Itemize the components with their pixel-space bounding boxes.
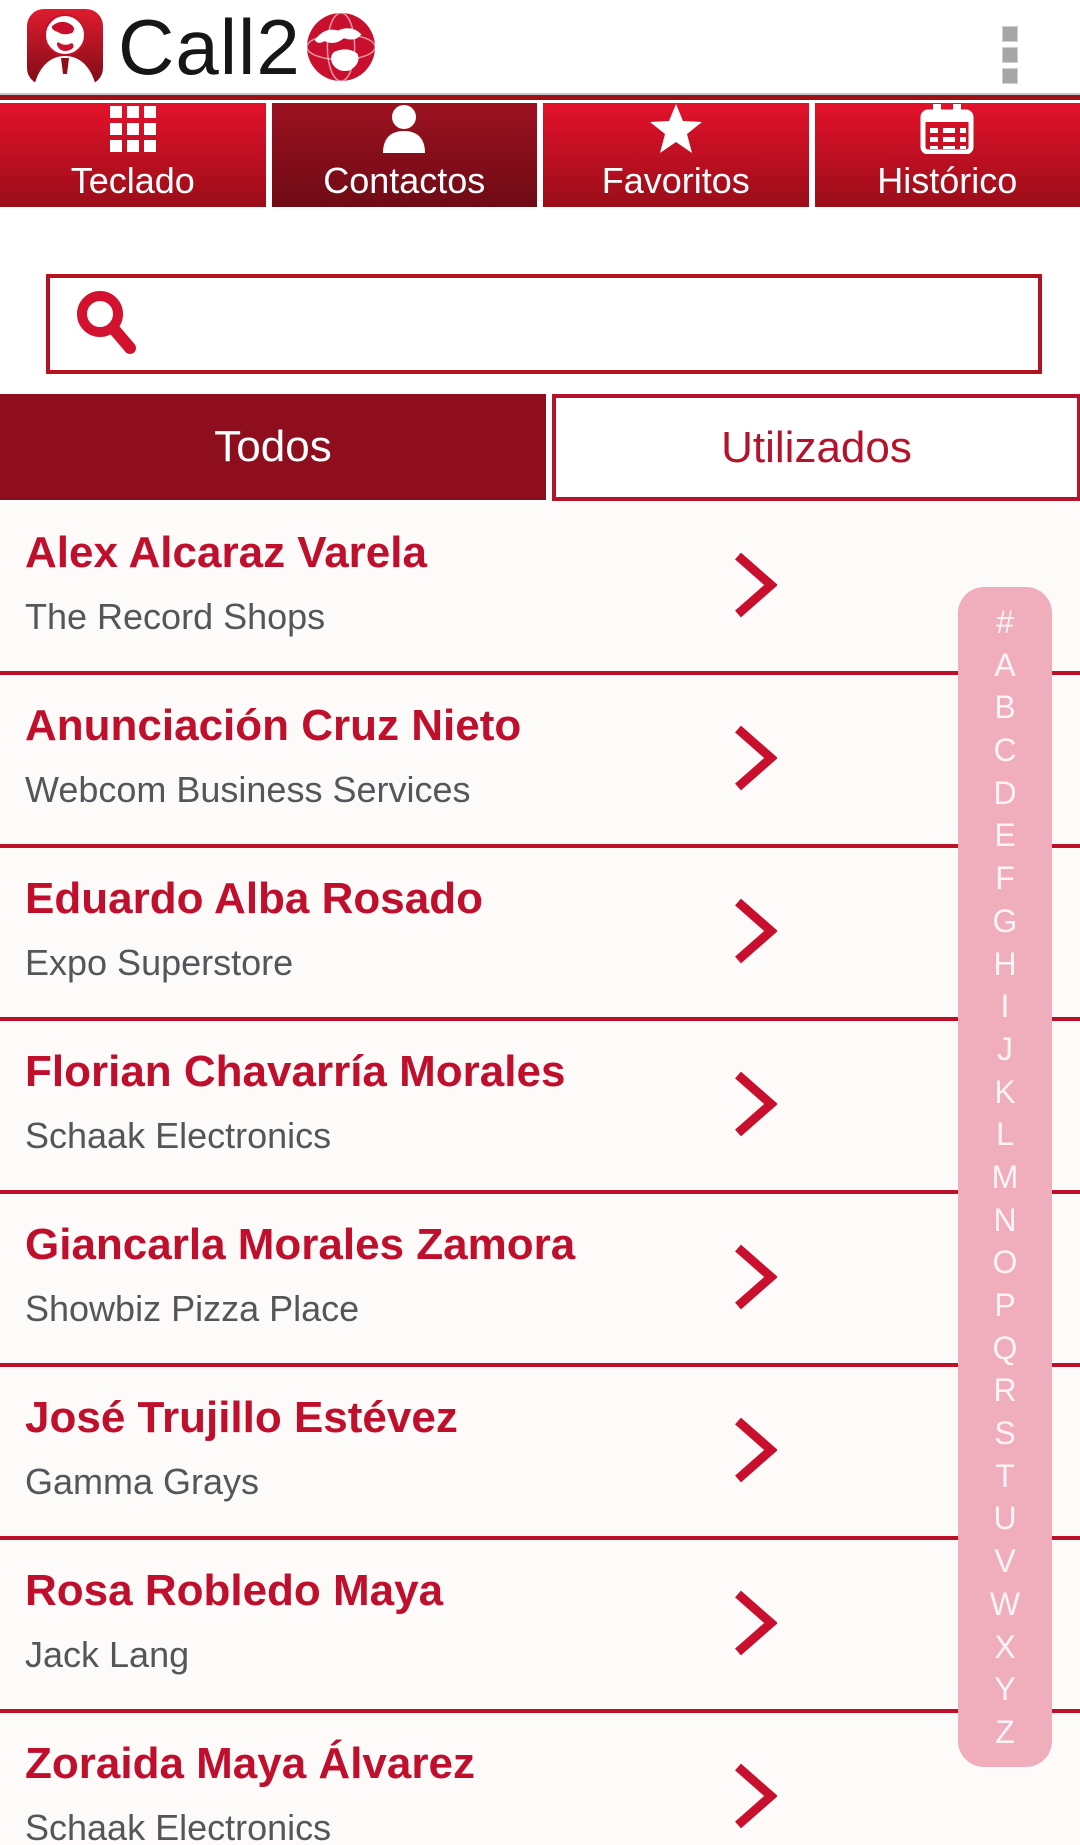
contact-name: Anunciación Cruz Nieto bbox=[25, 701, 522, 750]
alphabet-letter[interactable]: # bbox=[996, 604, 1014, 640]
header bbox=[0, 0, 1080, 96]
contact-company: Jack Lang bbox=[25, 1634, 190, 1675]
logo bbox=[26, 3, 377, 91]
tab-label: Contactos bbox=[323, 160, 486, 201]
alphabet-letter[interactable]: C bbox=[993, 732, 1017, 769]
contact-name: Alex Alcaraz Varela bbox=[25, 528, 427, 577]
globe-icon bbox=[305, 11, 377, 83]
alphabet-letter[interactable]: T bbox=[995, 1457, 1015, 1494]
alphabet-index[interactable] bbox=[958, 587, 1052, 1767]
contact-name: Eduardo Alba Rosado bbox=[25, 874, 483, 923]
contact-row[interactable] bbox=[0, 1021, 1080, 1194]
call2-app-icon bbox=[26, 8, 104, 86]
alphabet-letter[interactable]: R bbox=[993, 1372, 1017, 1409]
contact-name: Florian Chavarría Morales bbox=[25, 1047, 566, 1096]
alphabet-letter[interactable]: D bbox=[993, 774, 1017, 811]
contact-company: Schaak Electronics bbox=[25, 1115, 332, 1156]
tab-label: Teclado bbox=[70, 160, 195, 201]
chevron-right-icon[interactable] bbox=[733, 1589, 777, 1657]
contact-company: Gamma Grays bbox=[25, 1461, 260, 1502]
contact-company: Showbiz Pizza Place bbox=[25, 1288, 360, 1329]
tab-historico[interactable] bbox=[815, 103, 1080, 207]
filter-tab-todos[interactable]: Todos bbox=[0, 394, 546, 500]
search-box bbox=[46, 274, 1042, 374]
alphabet-letter[interactable]: N bbox=[993, 1201, 1017, 1238]
contact-row[interactable] bbox=[0, 1367, 1080, 1540]
alphabet-letter[interactable]: W bbox=[989, 1585, 1021, 1622]
alphabet-letter[interactable]: Y bbox=[994, 1671, 1016, 1708]
chevron-right-icon[interactable] bbox=[733, 551, 777, 619]
alphabet-letter[interactable]: F bbox=[995, 860, 1015, 897]
chevron-right-icon[interactable] bbox=[733, 897, 777, 965]
contact-company: Schaak Electronics bbox=[25, 1807, 332, 1845]
filter-segment bbox=[0, 394, 1080, 500]
person-icon bbox=[378, 103, 430, 155]
tab-label: Favoritos bbox=[601, 160, 750, 201]
search-input[interactable] bbox=[144, 289, 1038, 359]
tab-contactos[interactable] bbox=[272, 103, 538, 207]
contact-name: Rosa Robledo Maya bbox=[25, 1566, 444, 1615]
alphabet-letter[interactable]: H bbox=[993, 945, 1017, 982]
alphabet-letter[interactable]: M bbox=[991, 1158, 1019, 1195]
alphabet-letter[interactable]: G bbox=[992, 902, 1018, 939]
chevron-right-icon[interactable] bbox=[733, 1070, 777, 1138]
search-icon bbox=[72, 288, 144, 360]
tab-favoritos[interactable] bbox=[543, 103, 809, 207]
contact-row[interactable] bbox=[0, 675, 1080, 848]
alphabet-letter[interactable]: Q bbox=[992, 1329, 1018, 1366]
alphabet-letter[interactable]: X bbox=[994, 1628, 1016, 1665]
app-title: Call2 bbox=[118, 3, 301, 91]
alphabet-letter[interactable]: V bbox=[994, 1543, 1016, 1580]
calendar-icon bbox=[920, 103, 974, 155]
contact-row[interactable] bbox=[0, 1194, 1080, 1367]
contact-company: The Record Shops bbox=[25, 596, 326, 637]
alphabet-letter[interactable]: O bbox=[992, 1244, 1018, 1281]
chevron-right-icon[interactable] bbox=[733, 1762, 777, 1830]
alphabet-letter[interactable]: B bbox=[994, 689, 1016, 726]
contact-row[interactable] bbox=[0, 848, 1080, 1025]
contact-company: Webcom Business Services bbox=[25, 769, 471, 810]
alphabet-letter[interactable]: U bbox=[993, 1500, 1017, 1537]
alphabet-letter[interactable]: L bbox=[996, 1116, 1014, 1153]
chevron-right-icon[interactable] bbox=[733, 1243, 777, 1311]
alphabet-letter[interactable]: J bbox=[997, 1030, 1013, 1067]
contact-company: Expo Superstore bbox=[25, 942, 294, 983]
alphabet-letter[interactable]: I bbox=[1000, 988, 1010, 1025]
contact-name: José Trujillo Estévez bbox=[25, 1393, 458, 1442]
contact-row[interactable] bbox=[0, 1540, 1080, 1713]
star-icon bbox=[649, 103, 703, 155]
tabbar bbox=[0, 103, 1080, 207]
chevron-right-icon[interactable] bbox=[733, 1416, 777, 1484]
chevron-right-icon[interactable] bbox=[733, 724, 777, 792]
alphabet-letter[interactable]: P bbox=[994, 1287, 1016, 1323]
overflow-menu-icon[interactable] bbox=[1002, 26, 1020, 84]
contact-name: Zoraida Maya Álvarez bbox=[25, 1739, 475, 1788]
alphabet-letter[interactable]: A bbox=[994, 646, 1016, 683]
contact-row[interactable] bbox=[0, 1713, 1080, 1845]
contact-name: Giancarla Morales Zamora bbox=[25, 1220, 576, 1269]
alphabet-letter[interactable]: E bbox=[994, 817, 1016, 854]
tab-label: Histórico bbox=[877, 160, 1018, 201]
dialpad-icon bbox=[110, 103, 156, 155]
alphabet-letter[interactable]: Z bbox=[995, 1713, 1015, 1750]
tabbar-top-line bbox=[0, 95, 1080, 100]
alphabet-letter[interactable]: S bbox=[994, 1415, 1016, 1452]
contact-row[interactable] bbox=[0, 502, 1080, 675]
filter-tab-utilizados[interactable]: Utilizados bbox=[552, 394, 1080, 501]
tab-teclado[interactable] bbox=[0, 103, 266, 207]
alphabet-letter[interactable]: K bbox=[994, 1073, 1016, 1110]
